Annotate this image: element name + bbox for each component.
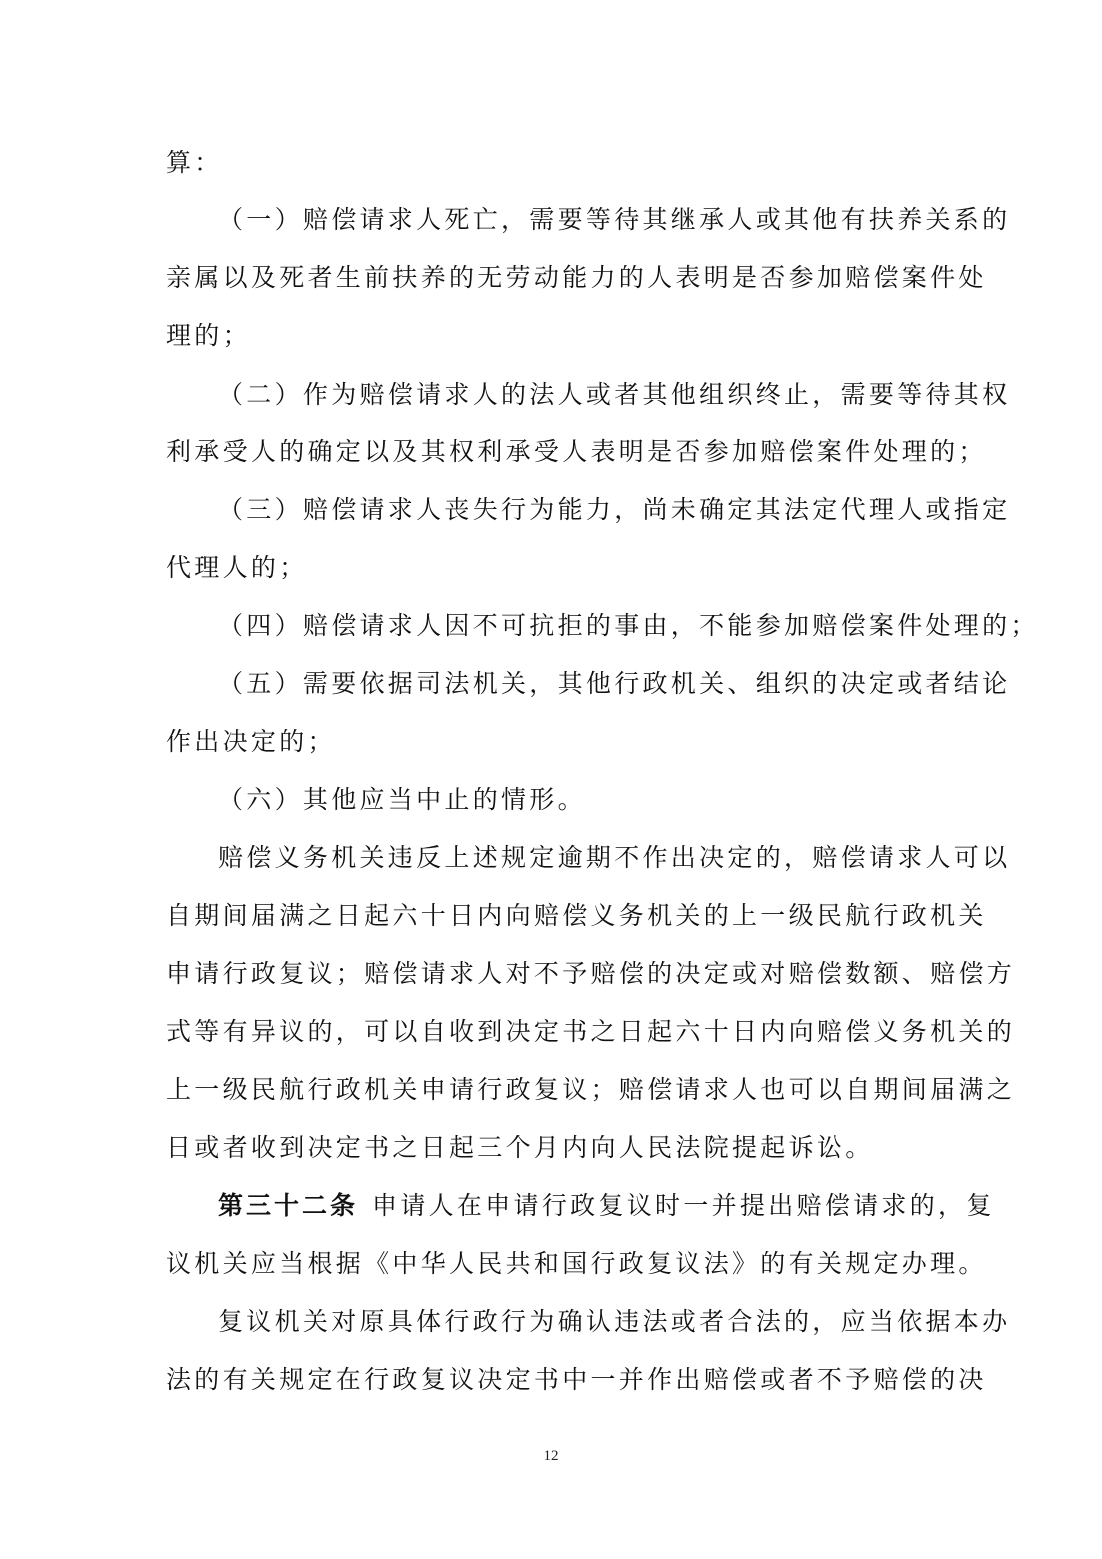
text-line: 上一级民航行政机关申请行政复议；赔偿请求人也可以自期间届满之: [166, 1075, 1016, 1104]
text-line: （四）赔偿请求人因不可抗拒的事由，不能参加赔偿案件处理的；: [218, 611, 1039, 640]
text-line: （五）需要依据司法机关，其他行政机关、组织的决定或者结论: [218, 669, 1011, 698]
text-line: 作出决定的；: [166, 727, 336, 756]
article-heading: 第三十二条: [218, 1191, 359, 1220]
text-line: 理的；: [166, 321, 251, 350]
text-line: 代理人的；: [166, 553, 308, 582]
text-line: 日或者收到决定书之日起三个月内向人民法院提起诉讼。: [166, 1133, 874, 1162]
text-line: 赔偿义务机关违反上述规定逾期不作出决定的，赔偿请求人可以: [218, 843, 1011, 872]
text-line: 法的有关规定在行政复议决定书中一并作出赔偿或者不予赔偿的决: [166, 1365, 987, 1394]
text-line: （一）赔偿请求人死亡，需要等待其继承人或其他有扶养关系的: [218, 205, 1011, 234]
text-line: （二）作为赔偿请求人的法人或者其他组织终止，需要等待其权: [218, 380, 1011, 409]
text-line: 自期间届满之日起六十日内向赔偿义务机关的上一级民航行政机关: [166, 901, 987, 930]
text-line: 亲属以及死者生前扶养的无劳动能力的人表明是否参加赔偿案件处: [166, 263, 987, 292]
text-line: （三）赔偿请求人丧失行为能力，尚未确定其法定代理人或指定: [218, 495, 1011, 524]
page-number: 12: [543, 1448, 559, 1464]
text-line: 复议机关对原具体行政行为确认违法或者合法的，应当依据本办: [218, 1307, 1011, 1336]
text-line: 式等有异议的，可以自收到决定书之日起六十日内向赔偿义务机关的: [166, 1017, 1016, 1046]
text-line: （六）其他应当中止的情形。: [218, 785, 586, 814]
text-line: 申请行政复议；赔偿请求人对不予赔偿的决定或对赔偿数额、赔偿方: [166, 959, 1016, 988]
text-line: 议机关应当根据《中华人民共和国行政复议法》的有关规定办理。: [166, 1249, 987, 1278]
text-line: 算：: [166, 148, 223, 177]
text-line: 利承受人的确定以及其权利承受人表明是否参加赔偿案件处理的；: [166, 437, 987, 466]
article-line: [218, 1191, 995, 1221]
text-line: 申请人在申请行政复议时一并提出赔偿请求的，复: [372, 1191, 995, 1220]
